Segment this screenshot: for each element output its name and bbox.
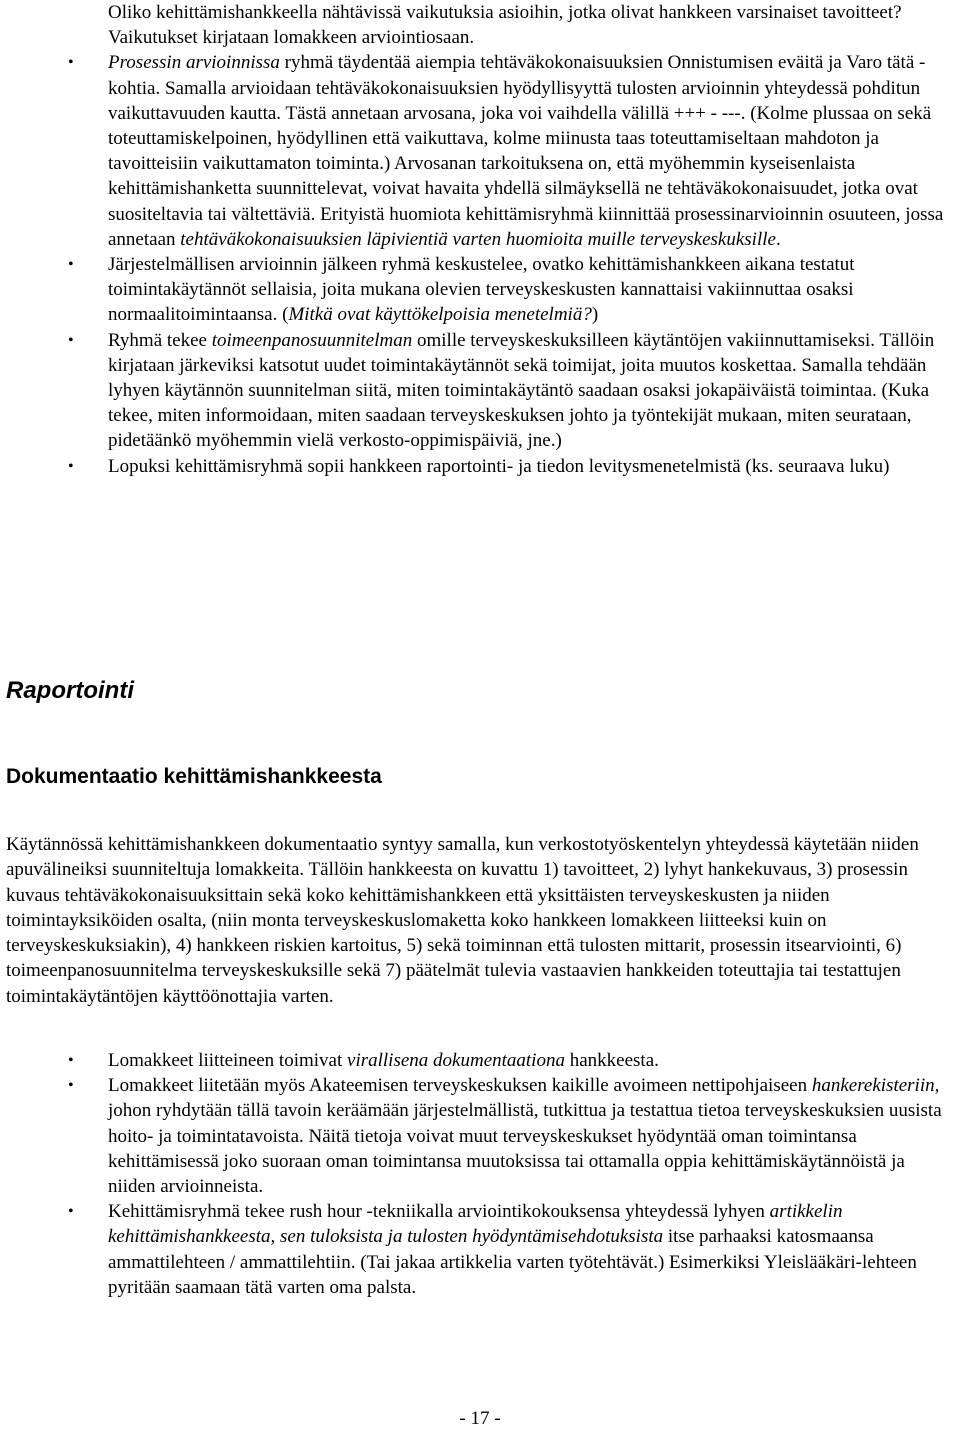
list-item-text-run: .: [775, 228, 781, 250]
list-item: [68, 328, 948, 454]
list-item: [68, 1199, 948, 1300]
list-item-text: [108, 1048, 948, 1073]
list-item-text-run: ): [591, 304, 599, 326]
list-item-text-run: Lomakkeet liitteineen toimivat: [108, 1050, 348, 1071]
list-item: [68, 50, 948, 252]
list-item-text: [108, 1073, 948, 1199]
bullet-icon: •: [68, 1052, 74, 1069]
section-title: Raportointi: [6, 677, 134, 704]
list-item-text-run: Ryhmä tekee: [108, 329, 212, 351]
list-item-text-run: ryhmä täydentää aiempia tehtäväkokonaisuuksien Onnistumisen eväitä ja Varo tätä -kohtia. Samalla arvioidaan tehtäväkokonaisuuksien hyödyllisyyttä tulosten arvioinnin yhteydessä pohditun vaikuttavuuden kautta. Tästä annetaan arvosana, joka voi vaihdella välillä +++ - ---. (Kolme plussaa on sekä toteuttamiskelpoinen, hyödyllinen että vaikuttava, kolme miinusta taas toteuttamiseltaan mahdoton ja tavoitteisiin vaikuttamaton toiminta.) Arvosanan tarkoituksena on, että myöhemmin kyseisenlaista kehittämishanketta suunnittelevat, voivat havaita yhdellä silmäyksellä ne tehtäväkokonaisuudet, jotka ovat suositeltavia tai vältettäviä. Erityistä huomiota kehittämisryhmä kiinnittää prosessinarvioinnin osuuteen, jossa annetaan: [108, 52, 944, 250]
list-item-text: [108, 454, 948, 479]
bullet-icon: •: [68, 1203, 74, 1221]
list-item-text-run: Lomakkeet liitetään myös Akateemisen terveyskeskuksen kaikille avoimeen nettipohjaiseen: [108, 1075, 812, 1097]
emphasis-text: tehtäväkokonaisuuksien läpivientiä varten huomioita muille terveyskeskuksille: [180, 228, 776, 250]
emphasis-text: Mitkä ovat käyttökelpoisia menetelmiä?: [288, 304, 592, 326]
continued-bullet-list: [68, 0, 948, 479]
bullet-icon: •: [68, 457, 74, 475]
bullet-icon: •: [68, 331, 74, 349]
list-item-text-run: Järjestelmällisen arvioinnin jälkeen ryhmä keskustelee, ovatko kehittämishankkeen aikana testatut toimintakäytännöt sellaisia, joita mukana olevien terveyskeskusten kannattaisi vakiinnuttaa osaksi normaalitoimintaansa. (: [108, 254, 855, 326]
list-item-text: [108, 252, 948, 328]
list-item-text-run: Kehittämisryhmä tekee rush hour -tekniikalla arviointikokouksensa yhteydessä lyhyen: [108, 1201, 770, 1223]
bullet-icon: •: [68, 54, 74, 72]
bullet-icon: •: [68, 256, 74, 274]
list-item-text-run: itse parhaaksi katosmaansa ammattilehteen / ammattilehtiin. (Tai jakaa artikkelia varten työtehtävät.) Esimerkiksi Yleislääkäri-lehteen pyritään saamaan tätä varten oma palsta.: [108, 1226, 917, 1298]
list-item-text: [108, 1199, 948, 1300]
list-item-text-run: , johon ryhdytään tällä tavoin keräämään järjestelmällistä, tutkittua ja testattua tietoa terveyskeskuksien uusista hoito- ja toimintatavoista. Näitä tietoja voivat muut terveyskeskukset hyödyntää oman toimintansa kehittämisessä joko suoraan oman toimintansa muutoksissa tai ottamalla oppia kehittämiskäytännöistä ja niiden arvioinneista.: [108, 1075, 942, 1198]
list-item-text-run: omille terveyskeskuksilleen käytäntöjen vakiinnuttamiseksi. Tällöin kirjataan järkeviksi katsotut uudet toimintakäytännöt sekä toimijat, joita muutos koskettaa. Samalla tehdään lyhyen käytännön suunnitelman siitä, miten toimintakäytäntö saadaan osaksi jokapäiväistä toimintaa. (Kuka tekee, miten informoidaan, miten saadaan terveyskeskuksen johto ja työntekijät mukaan, miten seurataan, pidetäänkö myöhemmin vielä verkosto-oppimispäiviä, jne.): [108, 329, 935, 452]
emphasis-text: toimeenpanosuunnitelman: [211, 329, 413, 351]
emphasis-text: virallisena dokumentaationa: [347, 1050, 565, 1071]
list-item-text-run: hankkeesta.: [564, 1050, 659, 1071]
list-item: [68, 252, 948, 328]
list-item: [68, 1048, 948, 1073]
list-item: [68, 454, 948, 479]
subsection-title: Dokumentaatio kehittämishankkeesta: [6, 765, 382, 788]
list-item: [68, 1073, 948, 1199]
documentation-bullet-list: [68, 1048, 948, 1300]
list-item-text-run: Lopuksi kehittämisryhmä sopii hankkeen raportointi- ja tiedon levitysmenetelmistä (ks. seuraava luku): [108, 455, 890, 477]
list-item-text: [108, 50, 948, 252]
list-item-text: [108, 0, 948, 50]
body-paragraph: Käytännössä kehittämishankkeen dokumentaatio syntyy samalla, kun verkostotyöskentelyn yhteydessä käytetään niiden apuvälineiksi suunniteltuja lomakkeita. Tällöin hankkeesta on kuvattu 1) tavoitteet, 2) lyhyt hankekuvaus, 3) prosessin kuvaus tehtäväkokonaisuuksittain sekä koko kehittämishankkeen että yksittäisten terveyskeskusten ja niiden toimintayksiköiden osalta, (niin monta terveyskeskuslomaketta koko hankkeen lomakkeen liitteeksi kuin on terveyskeskuksiakin), 4) hankkeen riskien kartoitus, 5) sekä toiminnan että tulosten mittarit, prosessin itsearviointi, 6) toimeenpanosuunnitelma terveyskeskuksille sekä 7) päätelmät tulevia vastaavien hankkeiden toteuttajia tai testattujen toimintakäytäntöjen käyttöönottajia varten.: [6, 834, 919, 1007]
bullet-icon: •: [68, 1077, 74, 1095]
emphasis-text: hankerekisteriin: [811, 1075, 935, 1097]
emphasis-text: Prosessin arvioinnissa: [108, 52, 280, 74]
list-item-text-run: Oliko kehittämishankkeella nähtävissä vaikutuksia asioihin, jotka olivat hankkeen varsinaiset tavoitteet? Vaikutukset kirjataan lomakkeen arviointiosaan.: [108, 2, 902, 49]
list-item: [68, 0, 948, 50]
emphasis-text: artikkelin kehittämishankkeesta, sen tuloksista ja tulosten hyödyntämisehdotuksista: [108, 1201, 843, 1248]
page-number: - 17 -: [459, 1408, 501, 1429]
list-item-text: [108, 328, 948, 454]
